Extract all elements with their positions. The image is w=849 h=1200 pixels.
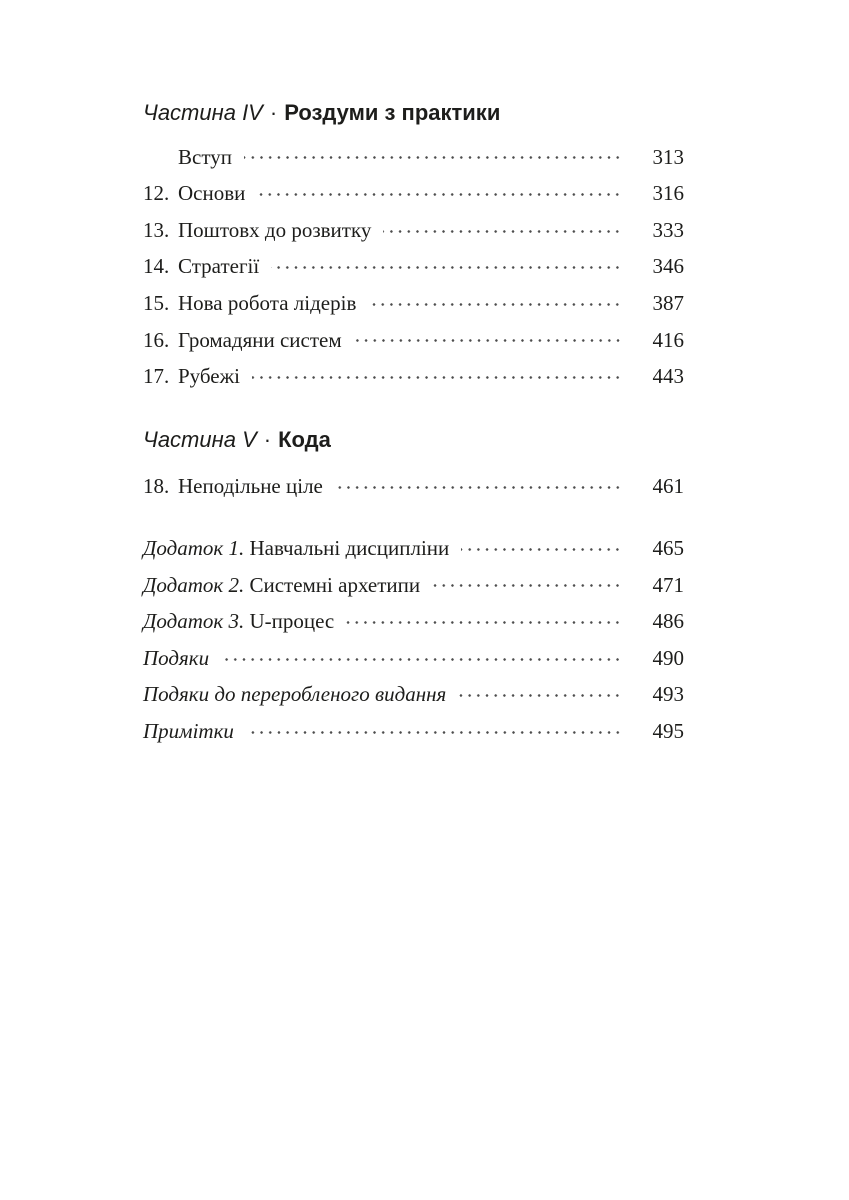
toc-entry [143,139,684,176]
dot-leader [257,189,622,200]
page-number: 495 [652,718,684,743]
part-heading-label: Частина V [143,427,257,453]
page-number: 316 [652,181,684,206]
dot-leader [246,727,622,738]
toc-entry [143,530,684,567]
page-number: 333 [652,217,684,242]
dot-leader [383,226,622,237]
back-matter-label: Додаток 1. [143,535,245,560]
back-matter-label: Додаток 2. [143,572,245,597]
dot-leader [252,372,622,383]
chapter-title: Вступ [178,144,232,169]
back-matter-title [143,567,420,604]
chapter-number: 14. [143,254,170,279]
dot-leader [461,544,622,555]
toc-content [143,95,684,750]
back-matter-subtitle: Системні архетипи [249,572,421,597]
back-matter-subtitle: Навчальні дисципліни [249,535,450,560]
back-matter-title [143,530,449,567]
back-matter-label: Додаток 3. [143,609,245,634]
dot-leader [244,153,622,164]
toc-entry [143,358,684,395]
part-heading-5 [143,422,684,459]
dot-leader [458,690,622,701]
toc-entry [143,676,684,713]
part-heading-separator: · [269,100,278,125]
dot-leader [221,654,622,665]
chapter-number: 18. [143,473,170,498]
page-number: 490 [652,645,684,670]
toc-entry [143,285,684,322]
back-matter-subtitle: U-процес [249,609,335,634]
page-number: 416 [652,327,684,352]
back-matter-title [143,676,446,713]
chapter-number: 13. [143,217,170,242]
chapter-title: Нова робота лідерів [178,290,357,315]
toc-entry [143,468,684,505]
part-heading-4 [143,95,684,132]
page-number: 313 [652,144,684,169]
dot-leader [432,581,622,592]
toc-entry [143,567,684,604]
dot-leader [335,482,622,493]
toc-entry [143,175,684,212]
chapter-number: 15. [143,290,170,315]
back-matter-label: Подяки [143,645,210,670]
chapter-title: Громадяни систем [178,327,342,352]
dot-leader [346,617,622,628]
toc-entry [143,640,684,677]
part-heading-label: Частина IV [143,100,263,125]
dot-leader [368,299,622,310]
chapter-title: Поштовх до розвитку [178,217,372,242]
chapter-title: Неподільне ціле [178,473,323,498]
page-number: 471 [652,572,684,597]
chapter-title: Рубежі [178,364,240,389]
page-number: 493 [652,682,684,707]
part-heading-separator: · [263,427,272,453]
toc-entry [143,322,684,359]
toc-entry [143,248,684,285]
chapter-title: Основи [178,181,246,206]
part-heading-title: Роздуми з практики [284,100,501,125]
part-heading-title: Кода [278,427,331,453]
back-matter-label: Примітки [143,718,234,743]
toc-entry [143,603,684,640]
back-matter-title [143,603,334,640]
page-number: 387 [652,290,684,315]
back-matter-title [143,640,209,677]
dot-leader [271,262,622,273]
page-number: 486 [652,609,684,634]
back-matter-label: Подяки до переробленого видання [143,682,447,707]
chapter-number: 17. [143,364,170,389]
toc-entry [143,212,684,249]
page-number: 465 [652,535,684,560]
chapter-title: Стратегії [178,254,260,279]
chapter-number: 12. [143,181,170,206]
toc-entry [143,713,684,750]
page-number: 346 [652,254,684,279]
chapter-number: 16. [143,327,170,352]
back-matter-title [143,713,234,750]
page-number: 461 [652,473,684,498]
dot-leader [354,336,622,347]
page-number: 443 [652,364,684,389]
